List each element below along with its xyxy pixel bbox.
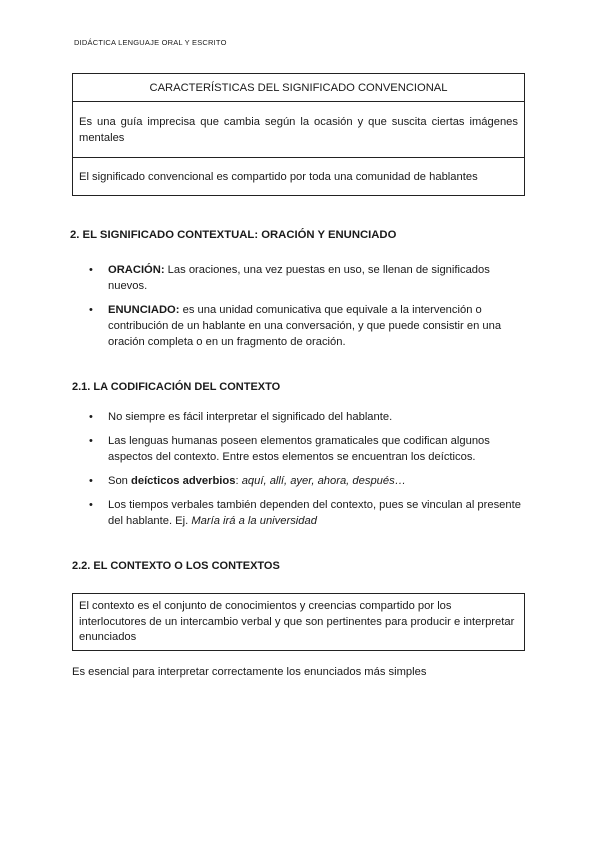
definitions-list — [72, 262, 532, 358]
section-heading-2-2: 2.2. EL CONTEXTO O LOS CONTEXTOS — [72, 560, 280, 572]
definition-enunciado: es una unidad comunicativa que equivale a la intervención o contribución de un hablante en una conversación, y que puede consistir en una oración completa o en un fragmento de oración. — [108, 304, 502, 348]
section-heading-2: 2. EL SIGNIFICADO CONTEXTUAL: ORACIÓN Y ENUNCIADO — [70, 229, 397, 241]
list-item — [72, 433, 532, 465]
term-oracion: ORACIÓN: — [108, 264, 165, 276]
context-coding-list — [72, 409, 532, 537]
colon: : — [235, 475, 242, 487]
conventional-meaning-table — [72, 73, 525, 196]
section-heading-2-1: 2.1. LA CODIFICACIÓN DEL CONTEXTO — [72, 381, 281, 393]
term-enunciado: ENUNCIADO: — [108, 304, 180, 316]
list-item-deicticos — [72, 473, 532, 489]
table-header: CARACTERÍSTICAS DEL SIGNIFICADO CONVENCIONAL — [149, 81, 448, 94]
definition-oracion: Las oraciones, una vez puestas en uso, se llenan de significados nuevos. — [108, 264, 490, 292]
deicticos-examples: aquí, allí, ayer, ahora, después… — [241, 475, 406, 487]
running-header: DIDÁCTICA LENGUAJE ORAL Y ESCRITO — [74, 38, 227, 47]
context-definition-box: El contexto es el conjunto de conocimientos y creencias compartido por los interlocutores de un intercambio verbal y que son pertinentes para producir e interpretar enunciados — [72, 593, 525, 651]
list-item-text: Las lenguas humanas poseen elementos gramaticales que codifican algunos aspectos del contexto. Entre estos elementos se encuentran los deícticos. — [108, 435, 490, 463]
example-text: María irá a la universidad — [191, 515, 317, 527]
list-item-text: No siempre es fácil interpretar el significado del hablante. — [108, 411, 393, 423]
body-paragraph: Es esencial para interpretar correctamente los enunciados más simples — [72, 666, 427, 678]
list-item-enunciado — [72, 302, 532, 350]
list-item-text: Los tiempos verbales también dependen del contexto, pues se vinculan al presente del hablante. Ej. — [108, 499, 521, 527]
list-item-text: Son — [108, 475, 132, 487]
term-deicticos: deícticos adverbios — [131, 475, 236, 487]
list-item-oracion — [72, 262, 532, 294]
table-row: El significado convencional es compartido por toda una comunidad de hablantes — [73, 157, 524, 195]
table-row: Es una guía imprecisa que cambia según la ocasión y que suscita ciertas imágenes mentales — [73, 101, 524, 157]
list-item-tiempos-verbales — [72, 497, 532, 529]
list-item — [72, 409, 532, 425]
